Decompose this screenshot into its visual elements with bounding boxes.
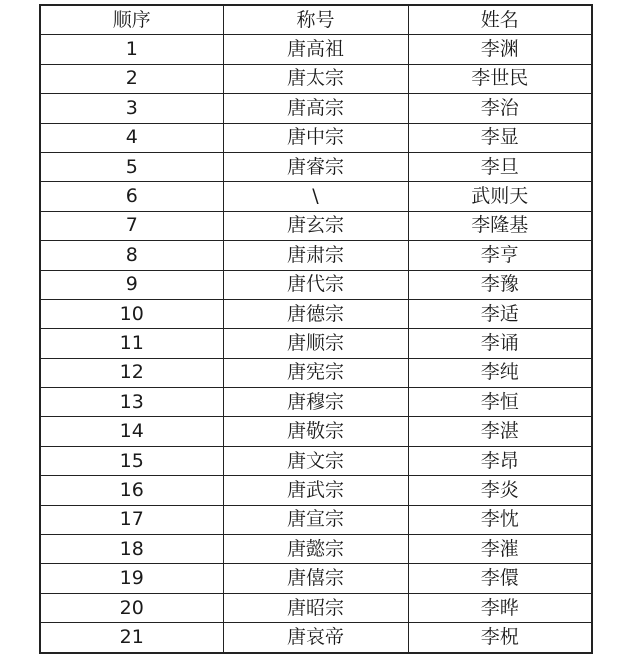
table-row: [40, 123, 592, 152]
name-cell: 李旦: [408, 152, 592, 181]
order-cell: 14: [40, 417, 223, 446]
title-cell: 唐懿宗: [223, 535, 408, 564]
header-name: 姓名: [408, 5, 592, 35]
name-cell: 李漼: [408, 535, 592, 564]
order-cell: 19: [40, 564, 223, 593]
order-cell: 6: [40, 182, 223, 211]
name-cell: 李纯: [408, 358, 592, 387]
title-cell: 唐顺宗: [223, 329, 408, 358]
header-order: 顺序: [40, 5, 223, 35]
title-cell: 唐玄宗: [223, 211, 408, 240]
table-row: [40, 211, 592, 240]
order-cell: 8: [40, 241, 223, 270]
emperor-table: [39, 4, 593, 654]
name-cell: 武则天: [408, 182, 592, 211]
order-cell: 13: [40, 388, 223, 417]
order-cell: 4: [40, 123, 223, 152]
table-row: [40, 505, 592, 534]
order-cell: 5: [40, 152, 223, 181]
table-row: [40, 35, 592, 64]
order-cell: 21: [40, 623, 223, 653]
header-title: 称号: [223, 5, 408, 35]
name-cell: 李诵: [408, 329, 592, 358]
table-row: [40, 388, 592, 417]
title-cell: 唐穆宗: [223, 388, 408, 417]
table-row: [40, 564, 592, 593]
title-cell: 唐文宗: [223, 446, 408, 475]
title-cell: 唐高祖: [223, 35, 408, 64]
table-row: [40, 64, 592, 93]
name-cell: 李渊: [408, 35, 592, 64]
title-cell: 唐宪宗: [223, 358, 408, 387]
table-row: [40, 623, 592, 653]
title-cell: 唐昭宗: [223, 593, 408, 622]
order-cell: 2: [40, 64, 223, 93]
table-row: [40, 94, 592, 123]
name-cell: 李适: [408, 299, 592, 328]
title-cell: 唐宣宗: [223, 505, 408, 534]
name-cell: 李湛: [408, 417, 592, 446]
order-cell: 20: [40, 593, 223, 622]
table-row: [40, 241, 592, 270]
order-cell: 18: [40, 535, 223, 564]
name-cell: 李儇: [408, 564, 592, 593]
name-cell: 李忱: [408, 505, 592, 534]
table-row: [40, 417, 592, 446]
order-cell: 9: [40, 270, 223, 299]
name-cell: 李治: [408, 94, 592, 123]
name-cell: 李豫: [408, 270, 592, 299]
title-cell: 唐敬宗: [223, 417, 408, 446]
table-row: [40, 270, 592, 299]
table-row: [40, 152, 592, 181]
title-cell: 唐太宗: [223, 64, 408, 93]
name-cell: 李亨: [408, 241, 592, 270]
order-cell: 15: [40, 446, 223, 475]
name-cell: 李恒: [408, 388, 592, 417]
order-cell: 3: [40, 94, 223, 123]
order-cell: 17: [40, 505, 223, 534]
name-cell: 李柷: [408, 623, 592, 653]
table-row: [40, 329, 592, 358]
order-cell: 11: [40, 329, 223, 358]
order-cell: 7: [40, 211, 223, 240]
title-cell: 唐睿宗: [223, 152, 408, 181]
table-row: [40, 535, 592, 564]
name-cell: 李炎: [408, 476, 592, 505]
table-body: [40, 35, 592, 653]
order-cell: 10: [40, 299, 223, 328]
name-cell: 李昂: [408, 446, 592, 475]
order-cell: 16: [40, 476, 223, 505]
table-row: [40, 299, 592, 328]
name-cell: 李显: [408, 123, 592, 152]
title-cell: 唐肃宗: [223, 241, 408, 270]
name-cell: 李世民: [408, 64, 592, 93]
table-header-row: [40, 5, 592, 35]
emperor-table-container: [39, 4, 591, 654]
table-row: [40, 358, 592, 387]
name-cell: 李隆基: [408, 211, 592, 240]
title-cell: 唐武宗: [223, 476, 408, 505]
order-cell: 1: [40, 35, 223, 64]
title-cell: 唐哀帝: [223, 623, 408, 653]
table-row: [40, 182, 592, 211]
title-cell: 唐僖宗: [223, 564, 408, 593]
title-cell: 唐德宗: [223, 299, 408, 328]
order-cell: 12: [40, 358, 223, 387]
title-cell: 唐中宗: [223, 123, 408, 152]
title-cell: \: [223, 182, 408, 211]
name-cell: 李晔: [408, 593, 592, 622]
table-row: [40, 446, 592, 475]
table-row: [40, 593, 592, 622]
table-row: [40, 476, 592, 505]
title-cell: 唐高宗: [223, 94, 408, 123]
title-cell: 唐代宗: [223, 270, 408, 299]
